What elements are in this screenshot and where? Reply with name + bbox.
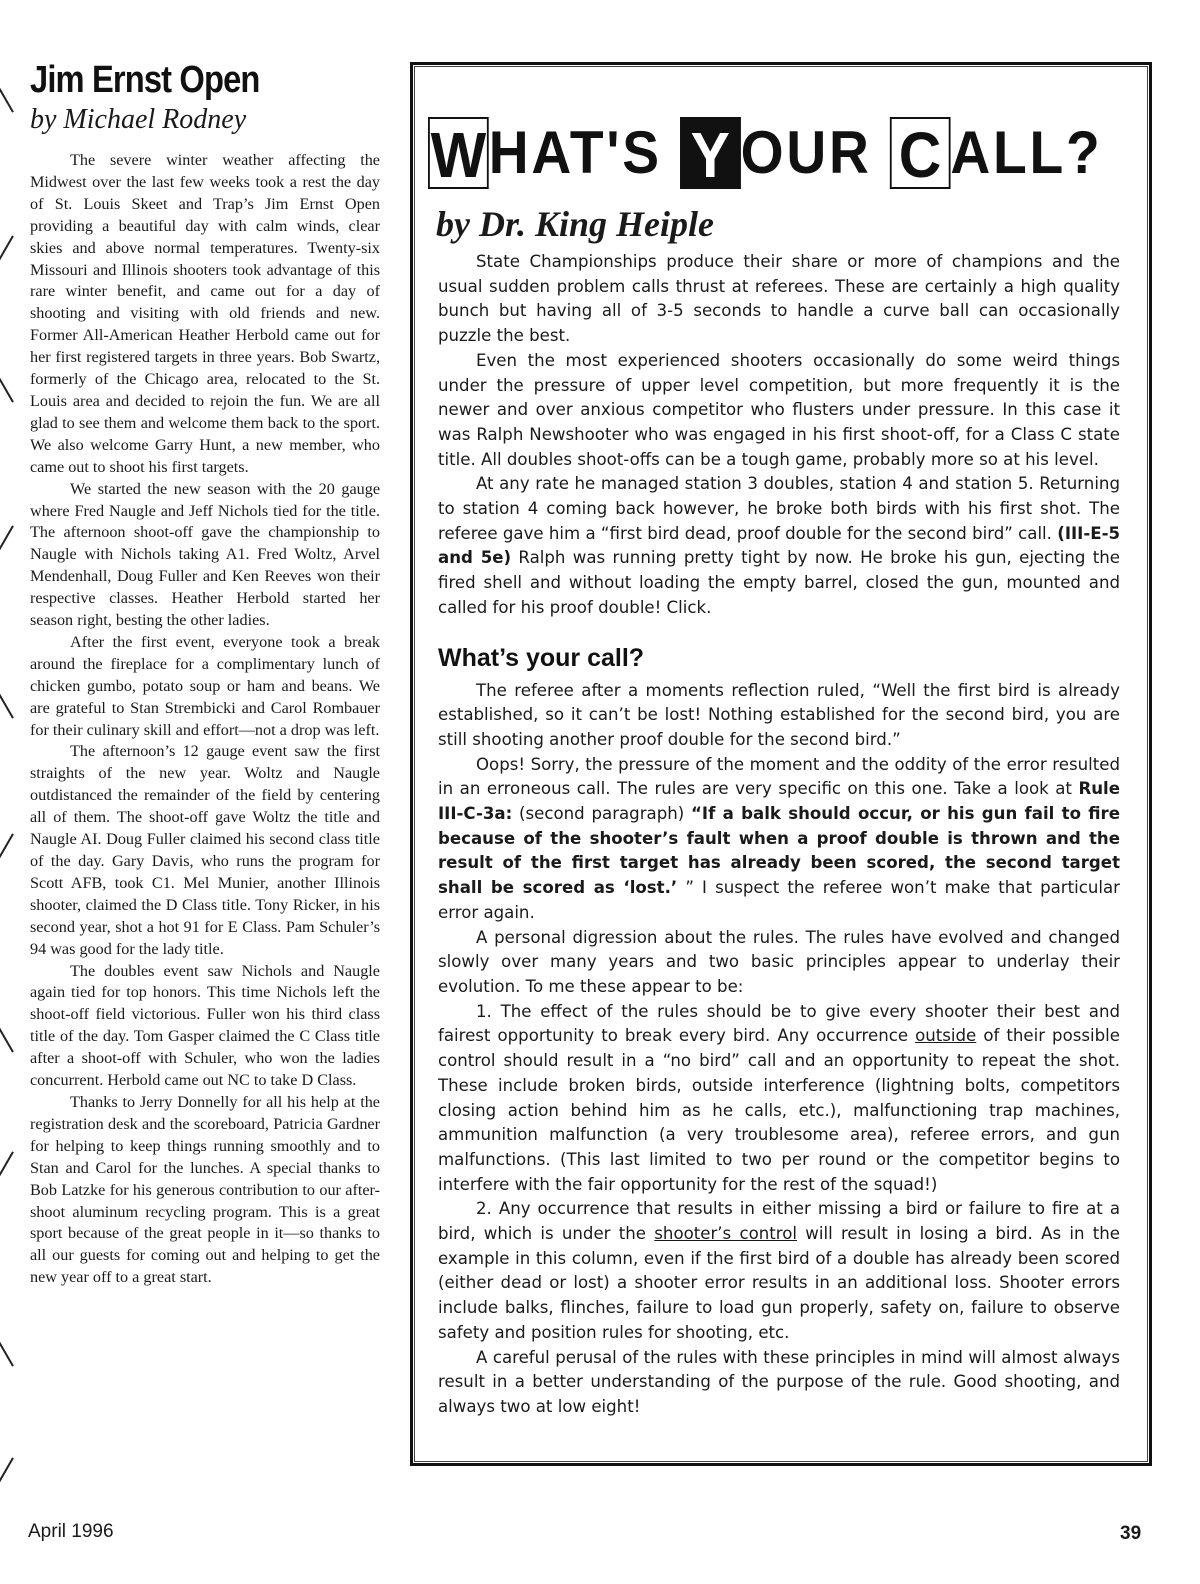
text-run: of their possible control should result in a “no bird” call and an opportunity to repeat the shot. These include broken birds, outside interference (lightning bolts, competitors closing action behind him as he calls, etc.), malfunctioning trap machines, ammunition malfunction (a very troublesome area), referee errors, and gun malfunctions. (This last limited to two per round or the competitor begins to interfere with the fair opportunity for the rest of the squad!) <box>438 1026 1120 1194</box>
banner-initial-w: W <box>428 117 489 189</box>
section-heading: What’s your call? <box>438 643 645 672</box>
text-run: At any rate he managed station 3 doubles, station 4 and station 5. Returning to station 4 coming back however, he broke both birds with his first shot. The referee gave him a “first bird dead, proof double for the second bird” call. <box>438 474 1120 543</box>
rule-quote: “If a balk should occur, or his gun fail to fire because of the shooter’s fault when a proof double is thrown and the result of the first target has already been scored, the second target shall be scored as ‘lost.’ <box>438 804 1120 898</box>
margin-mark <box>0 1341 14 1366</box>
margin-mark <box>0 693 14 718</box>
left-article-title: Jim Ernst Open <box>30 59 260 101</box>
text-run: (second paragraph) <box>512 804 692 824</box>
left-paragraph: After the first event, everyone took a break around the fireplace for a complimentary lunch of chicken gumbo, potato soup or ham and beans. We are grateful to Stan Strembicki and Carol Rombauer for their culinary skill and effort—not a drop was left. <box>30 632 380 739</box>
margin-mark <box>0 235 14 260</box>
text-run: will result in losing a bird. As in the example in this column, even if the first bird of a double has already been scored (either dead or lost) a shooter error results in an additional loss. Shooter errors include balks, flinches, failure to load gun properly, safety on, failure to observe safety and position rules for shooting, etc. <box>438 1224 1121 1342</box>
left-article-body <box>30 150 380 1289</box>
right-paragraph: The referee after a moments reflection ruled, “Well the first bird is already established, so it can’t be lost! Nothing established for the second bird, you are still shooting another proof double for the second bird.” <box>438 680 1120 749</box>
rule-reference: Rule III-C-3a: <box>438 779 1120 824</box>
rule-reference: (III-E-5 and 5e) <box>438 523 1120 568</box>
right-paragraph: A personal digression about the rules. The rules have evolved and changed slowly over many years and two basic principles appear to underlay their evolution. To me these appear to be: <box>438 927 1120 996</box>
right-paragraph <box>438 1000 1120 1198</box>
right-paragraph <box>438 1197 1120 1345</box>
banner-initial-c: C <box>890 117 951 189</box>
right-paragraph: Even the most experienced shooters occasionally do some weird things under the pressure of upper level competition, but more frequently it is the newer and over anxious competitor who flusters under pressure. In this case it was Ralph Newshooter who was engaged in his first shoot-off, for a Class C state title. All doubles shoot-offs can be a tough game, probably more so at his level. <box>438 350 1120 469</box>
margin-mark <box>0 1027 14 1052</box>
margin-mark <box>0 1151 14 1176</box>
underlined-term: shooter’s control <box>654 1224 797 1244</box>
text-run: Ralph was running pretty tight by now. He broke his gun, ejecting the fired shell and without loading the empty barrel, closed the gun, mounted and called for his proof double! Click. <box>438 548 1120 617</box>
text-run: 1. The effect of the rules should be to give every shooter their best and fairest opportunity to break every bird. Any occurrence <box>438 1001 1120 1046</box>
right-article-body <box>438 250 1120 1420</box>
left-article <box>30 58 380 1289</box>
left-paragraph: The severe winter weather affecting the Midwest over the last few weeks took a rest the day of St. Louis Skeet and Trap’s Jim Ernst Open providing a beautiful day with calm winds, clear skies and above normal temperatures. Twenty-six Missouri and Illinois shooters took advantage of this rare winter benefit, and came out for a day of shooting and visiting with old friends and new. Former All-American Heather Herbold came out for her first registered targets in three years. Bob Swartz, formerly of the Chicago area, relocated to the St. Louis area and decided to rejoin the fun. We are all glad to see them and welcome them back to the sport. We also welcome Garry Hunt, a new member, who came out to shoot his first targets. <box>30 151 380 476</box>
margin-mark <box>0 833 14 858</box>
margin-mark <box>0 377 14 402</box>
margin-mark <box>0 525 14 550</box>
right-paragraph <box>438 472 1120 620</box>
left-article-byline: by Michael Rodney <box>30 104 247 135</box>
page-number: 39 <box>1120 1523 1142 1544</box>
text-run: Oops! Sorry, the pressure of the moment and the oddity of the error resulted in an erroneous call. The rules are very specific on this one. Take a look at <box>438 754 1120 799</box>
whats-your-call-banner <box>428 113 1138 193</box>
margin-mark <box>0 1457 14 1482</box>
right-paragraph: State Championships produce their share or more of champions and the usual sudden problem calls thrust at referees. These are certainly a high quality bunch but having all of 3-5 seconds to handle a curve ball can occasionally puzzle the best. <box>438 252 1120 346</box>
banner-word-2: OUR <box>740 119 890 186</box>
banner-text <box>428 113 1102 193</box>
margin-mark <box>0 87 14 112</box>
banner-initial-y: Y <box>680 117 741 189</box>
text-run: 2. Any occurrence that results in either missing a bird or failure to fire at a bird, which is under the <box>438 1199 1120 1244</box>
left-paragraph: The doubles event saw Nichols and Naugle again tied for top honors. This time Nichols left the shoot-off field victorious. Fuller won his third class title of the day. Tom Gasper claimed the C Class title after a shoot-off with Schuler, who won the ladies concurrent. Herbold came out NC to take D Class. <box>30 961 380 1090</box>
underlined-term: outside <box>915 1026 977 1046</box>
text-run: ” I suspect the referee won’t make that particular error again. <box>438 878 1120 922</box>
left-paragraph: The afternoon’s 12 gauge event saw the first straights of the new year. Woltz and Naugle outdistanced the remainder of the field by centering all of them. The shoot-off gave Woltz the title and Naugle AI. Doug Fuller claimed his second class title of the day. Gary Davis, who runs the program for Scott AFB, took C1. Mel Munier, another Illinois shooter, claimed the D Class title. Tony Ricker, in his second year, shot a hot 91 for E Class. Pam Schuler’s 94 was good for the lady title. <box>30 742 380 958</box>
issue-date: April 1996 <box>28 1521 114 1542</box>
banner-word-3: ALL? <box>950 119 1103 186</box>
right-article-byline: by Dr. King Heiple <box>436 204 714 244</box>
right-paragraph <box>438 753 1120 926</box>
banner-word-1: HAT'S <box>488 119 680 186</box>
right-paragraph: A careful perusal of the rules with these principles in mind will almost always result in a better understanding of the purpose of the rule. Good shooting, and always two at low eight! <box>438 1347 1120 1416</box>
left-paragraph: Thanks to Jerry Donnelly for all his help at the registration desk and the scoreboard, Patricia Gardner for helping to keep things running smoothly and to Stan and Carol for the lunches. A special thanks to Bob Latzke for his generous contribution to our after-shoot aluminum recycling program. This is a great sport because of the great people in it—so thanks to all our guests for coming out and helping to get the new year off to a great start. <box>30 1092 380 1287</box>
left-paragraph: We started the new season with the 20 gauge where Fred Naugle and Jeff Nichols tied for the title. The afternoon shoot-off gave the championship to Naugle with Nichols taking A1. Fred Woltz, Arvel Mendenhall, Doug Fuller and Ken Reeves won their respective classes. Heather Herbold started her season right, besting the other ladies. <box>30 479 380 630</box>
